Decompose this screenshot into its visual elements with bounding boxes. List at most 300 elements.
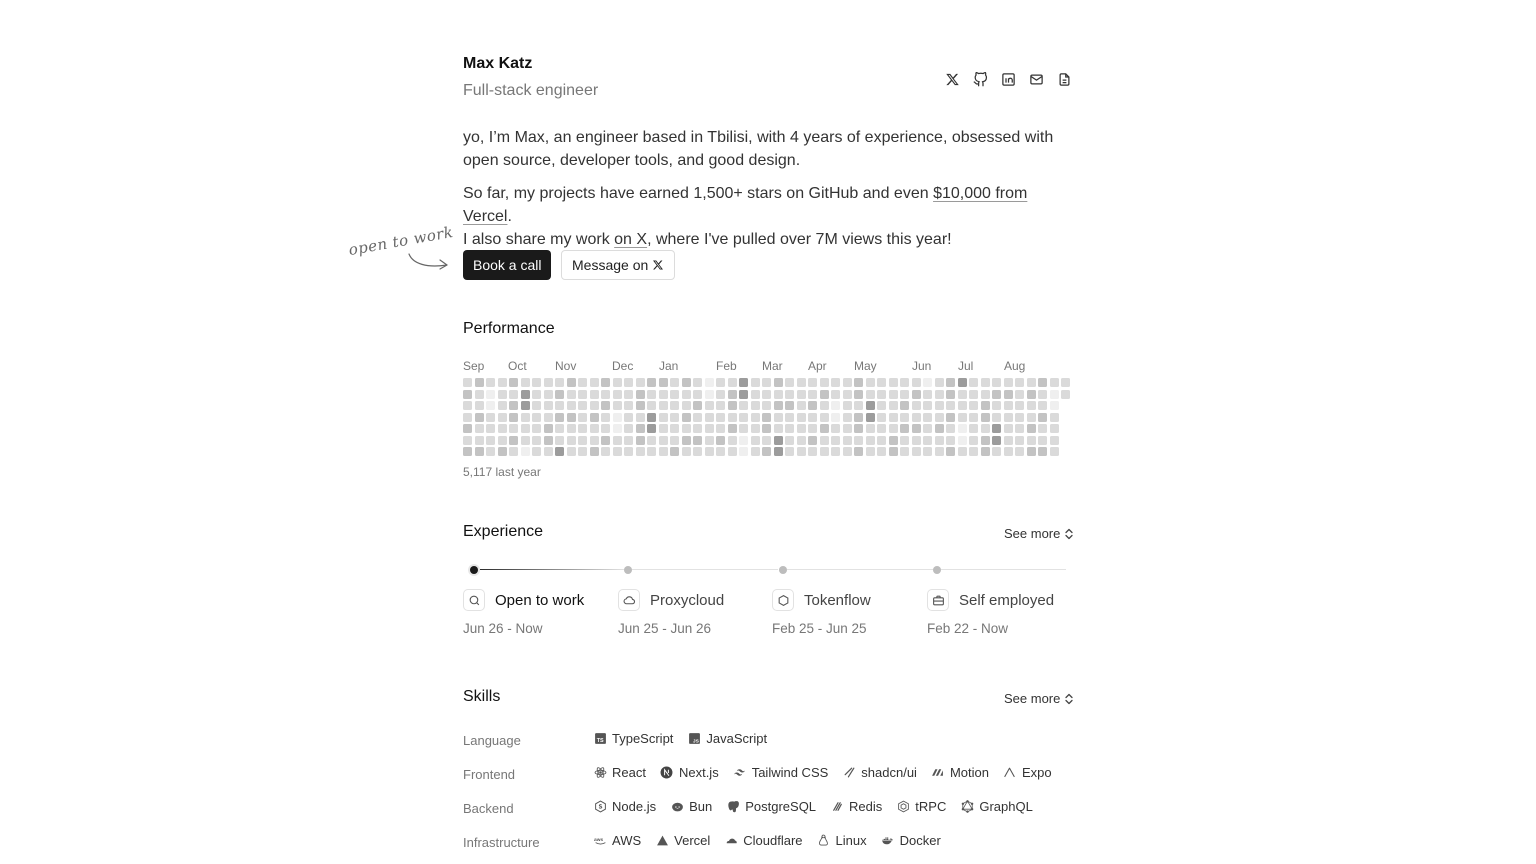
contribution-cell[interactable] — [613, 447, 622, 456]
contribution-cell[interactable] — [1038, 447, 1047, 456]
contribution-cell[interactable] — [1050, 378, 1059, 387]
contribution-cell[interactable] — [590, 378, 599, 387]
contribution-cell[interactable] — [1061, 390, 1070, 399]
contribution-cell[interactable] — [762, 413, 771, 422]
contribution-cell[interactable] — [555, 413, 564, 422]
contribution-cell[interactable] — [877, 424, 886, 433]
contribution-cell[interactable] — [739, 401, 748, 410]
contribution-cell[interactable] — [866, 436, 875, 445]
contribution-cell[interactable] — [647, 378, 656, 387]
contribution-cell[interactable] — [647, 390, 656, 399]
contribution-cell[interactable] — [808, 390, 817, 399]
contribution-cell[interactable] — [889, 413, 898, 422]
contribution-cell[interactable] — [705, 378, 714, 387]
contribution-cell[interactable] — [808, 447, 817, 456]
contribution-cell[interactable] — [670, 413, 679, 422]
contribution-cell[interactable] — [613, 401, 622, 410]
contribution-cell[interactable] — [647, 436, 656, 445]
contribution-cell[interactable] — [1004, 436, 1013, 445]
contribution-cell[interactable] — [1038, 436, 1047, 445]
contribution-cell[interactable] — [613, 378, 622, 387]
contribution-cell[interactable] — [659, 401, 668, 410]
contribution-cell[interactable] — [969, 436, 978, 445]
contribution-cell[interactable] — [843, 390, 852, 399]
contribution-cell[interactable] — [705, 401, 714, 410]
contribution-cell[interactable] — [820, 378, 829, 387]
contribution-cell[interactable] — [521, 447, 530, 456]
contribution-cell[interactable] — [935, 378, 944, 387]
contribution-cell[interactable] — [1050, 436, 1059, 445]
contribution-cell[interactable] — [981, 390, 990, 399]
contribution-cell[interactable] — [532, 447, 541, 456]
contribution-cell[interactable] — [670, 424, 679, 433]
contribution-cell[interactable] — [624, 436, 633, 445]
contribution-cell[interactable] — [946, 413, 955, 422]
contribution-cell[interactable] — [774, 436, 783, 445]
contribution-cell[interactable] — [820, 390, 829, 399]
contribution-cell[interactable] — [889, 424, 898, 433]
contribution-cell[interactable] — [693, 390, 702, 399]
contribution-cell[interactable] — [509, 436, 518, 445]
contribution-cell[interactable] — [923, 378, 932, 387]
contribution-cell[interactable] — [900, 413, 909, 422]
contribution-cell[interactable] — [854, 378, 863, 387]
contribution-cell[interactable] — [509, 378, 518, 387]
contribution-cell[interactable] — [935, 390, 944, 399]
contribution-cell[interactable] — [774, 424, 783, 433]
contribution-cell[interactable] — [808, 436, 817, 445]
contribution-cell[interactable] — [624, 413, 633, 422]
contribution-cell[interactable] — [601, 447, 610, 456]
contribution-cell[interactable] — [866, 401, 875, 410]
contribution-cell[interactable] — [785, 413, 794, 422]
contribution-cell[interactable] — [877, 401, 886, 410]
contribution-cell[interactable] — [509, 390, 518, 399]
contribution-cell[interactable] — [613, 424, 622, 433]
contribution-cell[interactable] — [636, 413, 645, 422]
contribution-cell[interactable] — [889, 378, 898, 387]
contribution-cell[interactable] — [486, 390, 495, 399]
contribution-cell[interactable] — [1038, 390, 1047, 399]
contribution-cell[interactable] — [935, 401, 944, 410]
contribution-cell[interactable] — [728, 424, 737, 433]
contribution-cell[interactable] — [969, 447, 978, 456]
contribution-cell[interactable] — [624, 378, 633, 387]
contribution-cell[interactable] — [693, 436, 702, 445]
contribution-cell[interactable] — [1050, 401, 1059, 410]
contribution-cell[interactable] — [578, 401, 587, 410]
contribution-cell[interactable] — [486, 401, 495, 410]
contribution-cell[interactable] — [935, 447, 944, 456]
contribution-cell[interactable] — [820, 413, 829, 422]
contribution-cell[interactable] — [1038, 378, 1047, 387]
contribution-cell[interactable] — [774, 401, 783, 410]
contribution-cell[interactable] — [498, 447, 507, 456]
contribution-cell[interactable] — [912, 378, 921, 387]
contribution-cell[interactable] — [958, 390, 967, 399]
vercel-link[interactable]: $10,000 from Vercel — [463, 185, 1028, 225]
contribution-cell[interactable] — [601, 401, 610, 410]
contribution-cell[interactable] — [831, 447, 840, 456]
contribution-cell[interactable] — [877, 447, 886, 456]
contribution-cell[interactable] — [900, 390, 909, 399]
contribution-cell[interactable] — [682, 378, 691, 387]
contribution-cell[interactable] — [521, 413, 530, 422]
contribution-cell[interactable] — [1050, 424, 1059, 433]
contribution-cell[interactable] — [544, 378, 553, 387]
contribution-cell[interactable] — [1038, 413, 1047, 422]
contribution-cell[interactable] — [1038, 401, 1047, 410]
contribution-cell[interactable] — [659, 424, 668, 433]
contribution-cell[interactable] — [624, 447, 633, 456]
contribution-cell[interactable] — [567, 401, 576, 410]
contribution-cell[interactable] — [751, 401, 760, 410]
contribution-cell[interactable] — [659, 390, 668, 399]
contribution-cell[interactable] — [912, 401, 921, 410]
contribution-cell[interactable] — [716, 447, 725, 456]
contribution-cell[interactable] — [613, 390, 622, 399]
contribution-cell[interactable] — [1027, 413, 1036, 422]
contribution-cell[interactable] — [659, 378, 668, 387]
contribution-cell[interactable] — [716, 424, 725, 433]
contribution-cell[interactable] — [716, 436, 725, 445]
contribution-cell[interactable] — [475, 436, 484, 445]
contribution-cell[interactable] — [682, 390, 691, 399]
contribution-cell[interactable] — [705, 447, 714, 456]
contribution-cell[interactable] — [935, 413, 944, 422]
contribution-cell[interactable] — [624, 401, 633, 410]
contribution-cell[interactable] — [498, 413, 507, 422]
contribution-cell[interactable] — [578, 436, 587, 445]
contribution-cell[interactable] — [498, 378, 507, 387]
contribution-cell[interactable] — [797, 390, 806, 399]
contribution-cell[interactable] — [808, 424, 817, 433]
contribution-cell[interactable] — [762, 447, 771, 456]
contribution-cell[interactable] — [590, 390, 599, 399]
contribution-cell[interactable] — [820, 447, 829, 456]
experience-see-more-button[interactable] — [1004, 526, 1074, 541]
contribution-cell[interactable] — [1050, 447, 1059, 456]
contribution-cell[interactable] — [797, 424, 806, 433]
contribution-cell[interactable] — [647, 401, 656, 410]
contribution-cell[interactable] — [969, 424, 978, 433]
contribution-cell[interactable] — [1004, 424, 1013, 433]
contribution-cell[interactable] — [693, 413, 702, 422]
contribution-cell[interactable] — [1027, 378, 1036, 387]
contribution-cell[interactable] — [808, 413, 817, 422]
contribution-cell[interactable] — [544, 436, 553, 445]
contribution-cell[interactable] — [601, 436, 610, 445]
contribution-cell[interactable] — [1050, 390, 1059, 399]
contribution-cell[interactable] — [900, 424, 909, 433]
contribution-cell[interactable] — [463, 436, 472, 445]
contribution-cell[interactable] — [705, 424, 714, 433]
github-icon[interactable] — [966, 69, 994, 89]
contribution-cell[interactable] — [785, 401, 794, 410]
mail-icon[interactable] — [1022, 69, 1050, 89]
contribution-cell[interactable] — [923, 390, 932, 399]
contribution-cell[interactable] — [716, 378, 725, 387]
contribution-cell[interactable] — [578, 447, 587, 456]
contribution-cell[interactable] — [693, 447, 702, 456]
contribution-cell[interactable] — [1038, 424, 1047, 433]
experience-item-proxycloud[interactable] — [618, 589, 724, 611]
contribution-cell[interactable] — [1015, 390, 1024, 399]
contribution-cell[interactable] — [486, 424, 495, 433]
contribution-cell[interactable] — [544, 413, 553, 422]
contribution-cell[interactable] — [1004, 390, 1013, 399]
contribution-cell[interactable] — [498, 424, 507, 433]
contribution-cell[interactable] — [969, 413, 978, 422]
contribution-cell[interactable] — [659, 413, 668, 422]
contribution-cell[interactable] — [498, 436, 507, 445]
contribution-cell[interactable] — [762, 424, 771, 433]
contribution-cell[interactable] — [532, 401, 541, 410]
contribution-cell[interactable] — [935, 424, 944, 433]
contribution-cell[interactable] — [555, 390, 564, 399]
contribution-cell[interactable] — [969, 401, 978, 410]
contribution-cell[interactable] — [739, 413, 748, 422]
contribution-cell[interactable] — [854, 390, 863, 399]
contribution-cell[interactable] — [1015, 447, 1024, 456]
contribution-cell[interactable] — [486, 447, 495, 456]
contribution-cell[interactable] — [762, 401, 771, 410]
contribution-cell[interactable] — [877, 378, 886, 387]
contribution-cell[interactable] — [751, 447, 760, 456]
contribution-cell[interactable] — [555, 424, 564, 433]
experience-item-open-to-work[interactable] — [463, 589, 584, 611]
resume-icon[interactable] — [1050, 69, 1078, 89]
contribution-cell[interactable] — [728, 378, 737, 387]
contribution-cell[interactable] — [1015, 413, 1024, 422]
contribution-cell[interactable] — [992, 447, 1001, 456]
contribution-cell[interactable] — [1004, 401, 1013, 410]
contribution-cell[interactable] — [866, 447, 875, 456]
contribution-cell[interactable] — [1027, 447, 1036, 456]
contribution-cell[interactable] — [693, 424, 702, 433]
contribution-cell[interactable] — [739, 378, 748, 387]
contribution-cell[interactable] — [670, 401, 679, 410]
contribution-cell[interactable] — [785, 390, 794, 399]
contribution-cell[interactable] — [578, 390, 587, 399]
contribution-cell[interactable] — [601, 424, 610, 433]
contribution-cell[interactable] — [854, 413, 863, 422]
contribution-cell[interactable] — [716, 413, 725, 422]
contribution-cell[interactable] — [854, 447, 863, 456]
contribution-cell[interactable] — [854, 436, 863, 445]
contribution-cell[interactable] — [992, 413, 1001, 422]
contribution-cell[interactable] — [831, 378, 840, 387]
contribution-cell[interactable] — [624, 390, 633, 399]
contribution-cell[interactable] — [636, 436, 645, 445]
contribution-cell[interactable] — [567, 390, 576, 399]
contribution-cell[interactable] — [739, 390, 748, 399]
contribution-cell[interactable] — [682, 436, 691, 445]
contribution-cell[interactable] — [831, 401, 840, 410]
contribution-cell[interactable] — [475, 424, 484, 433]
contribution-cell[interactable] — [670, 378, 679, 387]
contribution-cell[interactable] — [969, 390, 978, 399]
contribution-cell[interactable] — [912, 424, 921, 433]
contribution-cell[interactable] — [843, 401, 852, 410]
contribution-cell[interactable] — [475, 378, 484, 387]
contribution-cell[interactable] — [463, 447, 472, 456]
contribution-cell[interactable] — [613, 413, 622, 422]
contribution-cell[interactable] — [670, 447, 679, 456]
contribution-cell[interactable] — [567, 424, 576, 433]
contribution-cell[interactable] — [544, 424, 553, 433]
contribution-cell[interactable] — [578, 378, 587, 387]
contribution-cell[interactable] — [670, 436, 679, 445]
contribution-cell[interactable] — [486, 378, 495, 387]
contribution-cell[interactable] — [831, 390, 840, 399]
contribution-cell[interactable] — [1015, 424, 1024, 433]
contribution-cell[interactable] — [636, 378, 645, 387]
contribution-cell[interactable] — [636, 447, 645, 456]
contribution-cell[interactable] — [900, 436, 909, 445]
contribution-cell[interactable] — [463, 413, 472, 422]
contribution-cell[interactable] — [981, 424, 990, 433]
contribution-cell[interactable] — [728, 447, 737, 456]
contribution-cell[interactable] — [521, 424, 530, 433]
contribution-cell[interactable] — [992, 436, 1001, 445]
contribution-cell[interactable] — [509, 424, 518, 433]
message-on-x-button[interactable] — [561, 250, 675, 280]
contribution-cell[interactable] — [958, 447, 967, 456]
contribution-cell[interactable] — [567, 413, 576, 422]
experience-item-self-employed[interactable] — [927, 589, 1054, 611]
contribution-cell[interactable] — [797, 378, 806, 387]
contribution-cell[interactable] — [532, 390, 541, 399]
contribution-cell[interactable] — [762, 390, 771, 399]
contribution-cell[interactable] — [751, 413, 760, 422]
contribution-cell[interactable] — [866, 413, 875, 422]
contribution-cell[interactable] — [705, 413, 714, 422]
contribution-cell[interactable] — [774, 447, 783, 456]
contribution-cell[interactable] — [463, 401, 472, 410]
contribution-cell[interactable] — [601, 390, 610, 399]
contribution-cell[interactable] — [647, 424, 656, 433]
contribution-cell[interactable] — [532, 424, 541, 433]
contribution-cell[interactable] — [475, 401, 484, 410]
contribution-cell[interactable] — [935, 436, 944, 445]
contribution-cell[interactable] — [590, 436, 599, 445]
contribution-cell[interactable] — [751, 424, 760, 433]
skills-see-more-button[interactable] — [1004, 691, 1074, 706]
contribution-cell[interactable] — [659, 436, 668, 445]
contribution-cell[interactable] — [544, 401, 553, 410]
x-icon[interactable] — [938, 69, 966, 89]
contribution-cell[interactable] — [946, 447, 955, 456]
contribution-cell[interactable] — [705, 390, 714, 399]
contribution-cell[interactable] — [693, 401, 702, 410]
contribution-cell[interactable] — [693, 378, 702, 387]
contribution-cell[interactable] — [486, 436, 495, 445]
contribution-cell[interactable] — [843, 413, 852, 422]
contribution-cell[interactable] — [923, 413, 932, 422]
contribution-cell[interactable] — [532, 413, 541, 422]
contribution-cell[interactable] — [739, 436, 748, 445]
contribution-cell[interactable] — [544, 447, 553, 456]
contribution-cell[interactable] — [590, 413, 599, 422]
experience-item-tokenflow[interactable] — [772, 589, 871, 611]
contribution-cell[interactable] — [820, 401, 829, 410]
contribution-cell[interactable] — [889, 447, 898, 456]
contribution-cell[interactable] — [900, 401, 909, 410]
contribution-cell[interactable] — [889, 390, 898, 399]
contribution-cell[interactable] — [521, 436, 530, 445]
contribution-cell[interactable] — [636, 401, 645, 410]
contribution-cell[interactable] — [958, 424, 967, 433]
contribution-cell[interactable] — [1061, 378, 1070, 387]
contribution-cell[interactable] — [1027, 401, 1036, 410]
contribution-cell[interactable] — [981, 447, 990, 456]
contribution-cell[interactable] — [509, 447, 518, 456]
contribution-cell[interactable] — [567, 378, 576, 387]
contribution-cell[interactable] — [992, 424, 1001, 433]
contribution-cell[interactable] — [831, 424, 840, 433]
contribution-cell[interactable] — [946, 390, 955, 399]
contribution-cell[interactable] — [590, 401, 599, 410]
contribution-cell[interactable] — [843, 447, 852, 456]
linkedin-icon[interactable] — [994, 69, 1022, 89]
contribution-cell[interactable] — [1015, 378, 1024, 387]
contribution-cell[interactable] — [1027, 424, 1036, 433]
contribution-cell[interactable] — [1004, 378, 1013, 387]
contribution-cell[interactable] — [843, 378, 852, 387]
contribution-cell[interactable] — [521, 378, 530, 387]
contribution-cell[interactable] — [785, 424, 794, 433]
contribution-cell[interactable] — [774, 378, 783, 387]
contribution-cell[interactable] — [877, 413, 886, 422]
contribution-cell[interactable] — [981, 378, 990, 387]
contribution-cell[interactable] — [900, 378, 909, 387]
contribution-cell[interactable] — [728, 390, 737, 399]
contribution-cell[interactable] — [958, 378, 967, 387]
contribution-cell[interactable] — [866, 424, 875, 433]
contribution-cell[interactable] — [912, 413, 921, 422]
contribution-cell[interactable] — [866, 378, 875, 387]
contribution-cell[interactable] — [808, 401, 817, 410]
contribution-cell[interactable] — [739, 447, 748, 456]
contribution-cell[interactable] — [463, 378, 472, 387]
contribution-cell[interactable] — [578, 413, 587, 422]
contribution-cell[interactable] — [463, 424, 472, 433]
contribution-cell[interactable] — [578, 424, 587, 433]
contribution-cell[interactable] — [624, 424, 633, 433]
contribution-cell[interactable] — [682, 424, 691, 433]
contribution-cell[interactable] — [567, 436, 576, 445]
contribution-cell[interactable] — [728, 436, 737, 445]
contribution-cell[interactable] — [716, 401, 725, 410]
contribution-cell[interactable] — [659, 447, 668, 456]
contribution-cell[interactable] — [831, 413, 840, 422]
contribution-cell[interactable] — [682, 401, 691, 410]
contribution-cell[interactable] — [544, 390, 553, 399]
contribution-cell[interactable] — [900, 447, 909, 456]
contribution-cell[interactable] — [509, 401, 518, 410]
contribution-cell[interactable] — [647, 447, 656, 456]
contribution-cell[interactable] — [843, 424, 852, 433]
contribution-cell[interactable] — [555, 401, 564, 410]
contribution-cell[interactable] — [532, 378, 541, 387]
contribution-cell[interactable] — [797, 401, 806, 410]
contribution-cell[interactable] — [877, 436, 886, 445]
contribution-cell[interactable] — [751, 390, 760, 399]
contribution-cell[interactable] — [636, 390, 645, 399]
contribution-cell[interactable] — [981, 413, 990, 422]
contribution-cell[interactable] — [992, 401, 1001, 410]
